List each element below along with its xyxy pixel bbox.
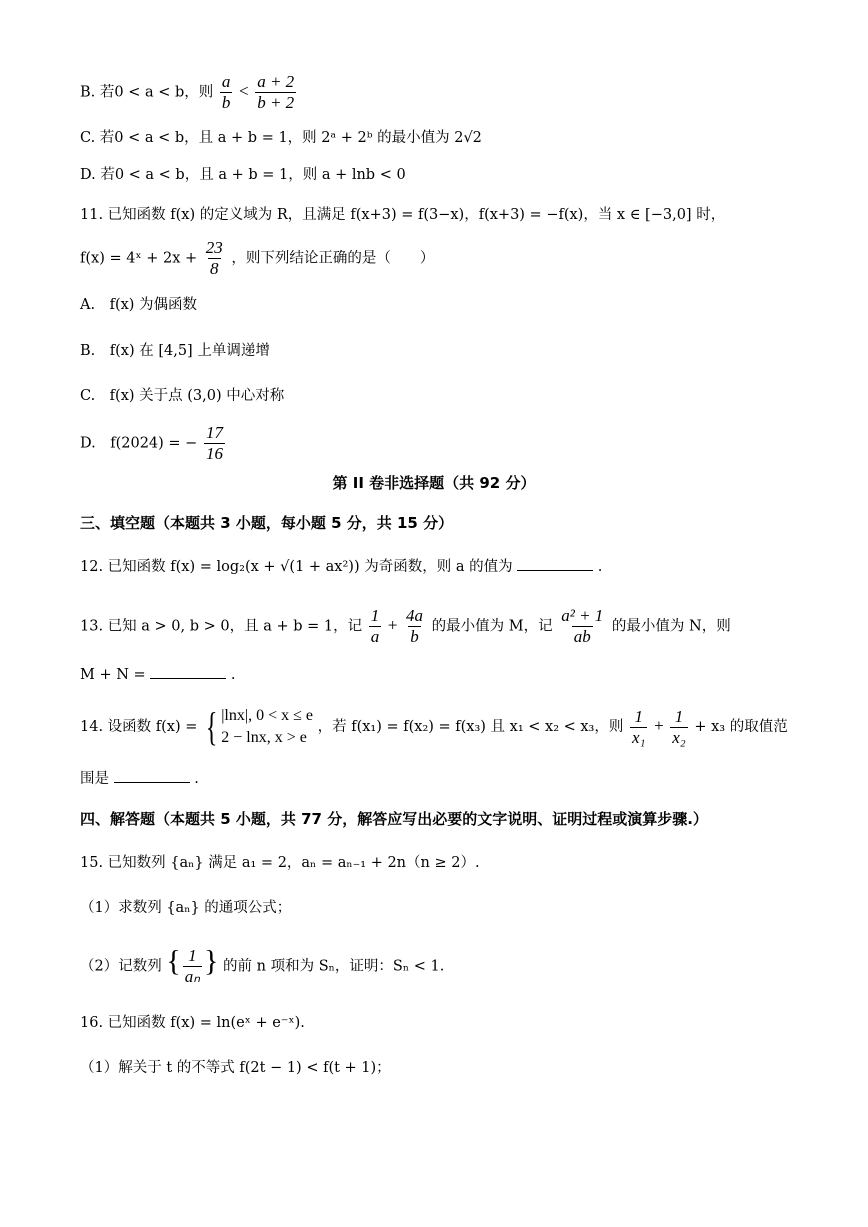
q16-stem: 16. 已知函数 f(x) = ln(eˣ + e⁻ˣ). [80, 1015, 305, 1031]
fraction: $\frac{4a}{b}$ [406, 606, 424, 646]
q15-stem: 15. 已知数列 {aₙ} 满足 a₁ = 2，aₙ = aₙ₋₁ + 2n（n ≥ 2）. [80, 855, 480, 871]
q13-line1 [80, 606, 731, 647]
fraction: $\frac{1}{\text{aₙ}}$ [184, 946, 201, 986]
formula-text: f(x) = 4ˣ + 2x + [80, 250, 198, 267]
fraction: $\frac{1}{a}$ [370, 606, 380, 646]
section-4-heading: 四、解答题（本题共 5 小题，共 77 分，解答应写出必要的文字说明、证明过程或演算步骤.） [80, 810, 708, 828]
answer-blank[interactable] [517, 556, 593, 571]
q14-line2 [80, 768, 199, 790]
q11-option-b: B. f(x) 在 [4,5] 上单调递增 [80, 343, 270, 359]
question-text: 的最小值为 M，记 [431, 618, 553, 635]
option-text: 若0 < a < b，且 a + b = 1，则 a + lnb < 0 [100, 167, 406, 183]
fraction: $\frac{17}{16}$ [205, 423, 223, 463]
period: . [597, 559, 603, 575]
option-text: 若0 < a < b，则 [99, 84, 214, 101]
question-text: 14. 设函数 f(x) = [80, 719, 198, 735]
question-text: 围是 [80, 771, 109, 787]
left-brace: { [166, 944, 181, 978]
stem-text: ，则下列结论正确的是（ ） [231, 250, 435, 267]
brace: { [205, 704, 218, 749]
plus-sign: + [387, 615, 398, 635]
option-label: B. [80, 84, 96, 101]
cases [221, 705, 313, 749]
fraction: $\frac{a}{b}$ [221, 72, 231, 112]
q11-stem-line2 [80, 238, 434, 279]
question-text: 12. 已知函数 f(x) = log₂(x + √(1 + ax²)) 为奇函数，则 a 的值为 [80, 559, 513, 575]
plus-sign: + [654, 716, 664, 735]
question-text: （2）记数列 [80, 958, 162, 975]
q16-part1: （1）解关于 t 的不等式 f(2t − 1) < f(t + 1)； [80, 1060, 391, 1076]
q11-option-c: C. f(x) 关于点 (3,0) 中心对称 [80, 388, 285, 404]
question-text: ，若 f(x₁) = f(x₂) = f(x₃) 且 x₁ < x₂ < x₃，则 [317, 719, 624, 735]
case-1: |lnx|, 0 < x ≤ e [221, 707, 313, 724]
fraction: $\frac{a + 2}{b + 2}$ [257, 72, 295, 112]
section-3-heading: 三、填空题（本题共 3 小题，每小题 5 分，共 15 分） [80, 514, 454, 532]
answer-blank[interactable] [150, 664, 226, 679]
question-text: 的前 n 项和为 Sₙ，证明：Sₙ < 1. [223, 958, 445, 975]
q10-option-d [80, 164, 406, 186]
q11-stem-line1: 11. 已知函数 f(x) 的定义域为 R，且满足 f(x+3) = f(3−x)，f(x+3) = −f(x)，当 x ∈ [−3,0] 时， [80, 207, 726, 223]
formula-text: M + N = [80, 667, 146, 683]
period: . [194, 771, 199, 787]
q11-option-a: A. f(x) 为偶函数 [80, 297, 198, 313]
fraction: $\frac{1}{\text{x₂}}$ [672, 706, 686, 747]
q10-option-b [80, 72, 298, 113]
period: . [230, 667, 236, 683]
q14-line1 [80, 705, 788, 749]
fraction: $\frac{\text{a² + 1}}{ab}$ [561, 606, 604, 646]
q10-option-c [80, 127, 482, 149]
q13-line2 [80, 664, 236, 686]
option-label: D. [80, 167, 96, 183]
question-text: + x₃ 的取值范 [694, 719, 788, 735]
answer-blank[interactable] [114, 768, 190, 783]
right-brace: } [204, 944, 219, 978]
option-label: C. [80, 130, 96, 146]
q12 [80, 556, 602, 578]
case-2: 2 − lnx, x > e [221, 729, 307, 746]
less-than-sign: < [238, 81, 249, 101]
q15-part2 [80, 946, 444, 987]
option-text: D. f(2024) = − [80, 435, 198, 452]
question-text: 的最小值为 N，则 [611, 618, 731, 635]
question-text: 13. 已知 a > 0, b > 0，且 a + b = 1，记 [80, 618, 363, 635]
fraction: $\frac{1}{\text{x₁}}$ [631, 706, 646, 747]
option-text: 若0 < a < b，且 a + b = 1，则 2ᵃ + 2ᵇ 的最小值为 2√2 [99, 130, 482, 146]
section-ii-title: 第 II 卷非选择题（共 92 分） [332, 474, 536, 492]
piecewise-function [202, 705, 313, 749]
q11-option-d [80, 423, 227, 464]
q15-part1: （1）求数列 {aₙ} 的通项公式； [80, 900, 292, 916]
fraction: $\frac{23}{8}$ [205, 238, 223, 278]
